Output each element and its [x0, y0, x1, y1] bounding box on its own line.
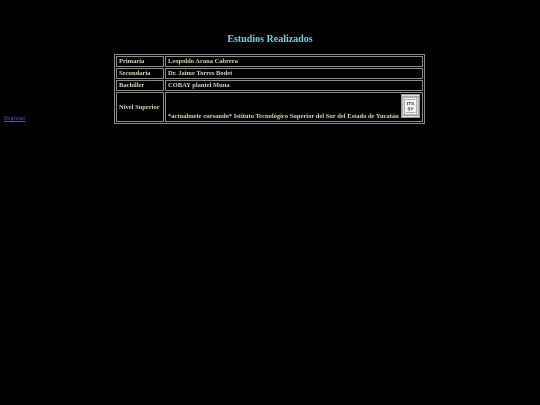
school-text: *actualmete cursando* Istituto Tecnológico Superior del Sur del Estado de Yucatán: [168, 113, 399, 120]
table-row: [116, 68, 423, 79]
table-row: [116, 92, 423, 122]
level-cell: Secundaria: [116, 68, 164, 79]
institute-logo-icon: [401, 94, 420, 118]
table-row: [116, 80, 423, 91]
school-cell: COBAY plantel Muna: [165, 80, 423, 91]
level-cell: Nivel Superior: [116, 92, 164, 122]
back-link[interactable]: Regresar: [4, 116, 26, 122]
studies-table: [114, 54, 425, 124]
school-cell: [165, 92, 423, 122]
page-title: Estudios Realizados: [227, 34, 313, 45]
level-cell: Bachiller: [116, 80, 164, 91]
logo-text-bottom: SY: [407, 106, 414, 112]
school-cell: Leopoldo Arana Cabrera: [165, 56, 423, 67]
level-cell: Primaria: [116, 56, 164, 67]
logo-text-top: ITS: [407, 101, 414, 107]
table-row: [116, 56, 423, 67]
school-cell: Dr. Jaime Torres Bodet: [165, 68, 423, 79]
